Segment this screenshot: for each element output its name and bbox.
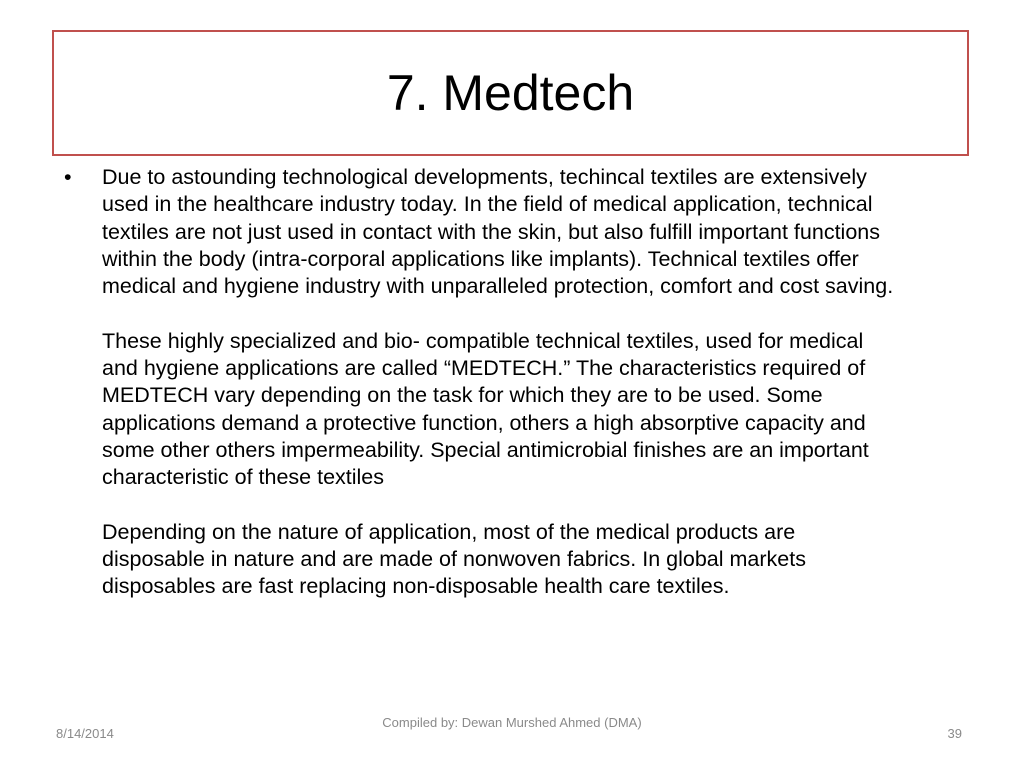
slide-body [62, 164, 902, 601]
bullet-glyph: • [64, 165, 72, 189]
bullet-item [62, 164, 902, 601]
title-box [52, 30, 969, 156]
paragraph-intro: Due to astounding technological developments, techincal textiles are extensively used in the healthcare industry today. In the field of medical application, technical textiles are not just used in contact with the skin, but also fulfill important functions within the body (intra-corporal applications like implants). Technical textiles offer medical and hygiene industry with unparalleled protection, comfort and cost saving. [102, 165, 894, 299]
footer-compiled-by: Compiled by: Dewan Murshed Ahmed (DMA) [382, 715, 642, 730]
bullet-content [102, 164, 902, 601]
paragraph-disposables: Depending on the nature of application, most of the medical products are disposable in nature and are made of nonwoven fabrics. In global markets disposables are fast replacing non-disposable health care textiles. [102, 519, 806, 599]
slide-title: 7. Medtech [386, 65, 635, 121]
footer-date: 8/14/2014 [56, 726, 114, 741]
paragraph-medtech-definition: These highly specialized and bio- compatible technical textiles, used for medical and hygiene applications are called “MEDTECH.” The characteristics required of MEDTECH vary depending on the task for which they are to be used. Some applications demand a protective function, others a high absorptive capacity and some other others impermeability. Special antimicrobial finishes are an important characteristic of these textiles [102, 328, 869, 490]
footer-page-number: 39 [947, 726, 962, 741]
